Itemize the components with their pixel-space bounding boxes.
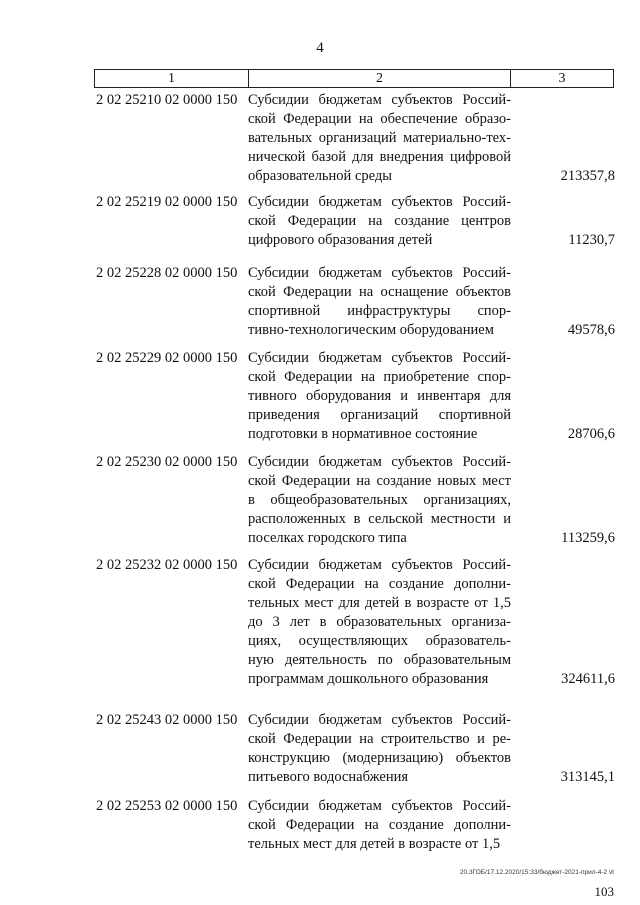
column-header-3: 3 <box>558 71 566 86</box>
description-line: тельных мест для детей в возрасте от 1,5 <box>248 836 501 852</box>
budget-code: 2 02 25228 02 0000 150 <box>96 265 238 281</box>
description-line: цифрового образования детей <box>248 232 433 248</box>
description-line: приведения организаций спортивной <box>248 407 511 423</box>
description-line: программам дошкольного образования <box>248 671 489 687</box>
description-line: Субсидии бюджетам субъектов Россий- <box>248 265 511 281</box>
description-line: Субсидии бюджетам субъектов Россий- <box>248 712 511 728</box>
description-line: Субсидии бюджетам субъектов Россий- <box>248 194 511 210</box>
budget-code: 2 02 25229 02 0000 150 <box>96 350 238 366</box>
budget-description <box>248 453 511 548</box>
budget-description <box>248 556 511 689</box>
description-line: образовательной среды <box>248 168 392 184</box>
budget-description <box>248 711 511 787</box>
description-line: конструкцию (модернизацию) объектов <box>248 750 511 766</box>
budget-description <box>248 264 511 340</box>
description-line: Субсидии бюджетам субъектов Россий- <box>248 557 511 573</box>
budget-code: 2 02 25230 02 0000 150 <box>96 454 238 470</box>
description-line: ской Федерации на обеспечение образо- <box>248 111 511 127</box>
budget-description <box>248 797 511 854</box>
document-reference: 20.3ГОБ/17.12.2020/15:33/бюджет-2021-прил-4-2 vt <box>459 869 614 876</box>
description-line: Субсидии бюджетам субъектов Россий- <box>248 454 511 470</box>
description-line: Субсидии бюджетам субъектов Россий- <box>248 350 511 366</box>
budget-amount: 28706,6 <box>567 426 615 442</box>
page-number: 4 <box>316 40 324 56</box>
description-line: в общеобразовательных организациях, <box>248 492 511 508</box>
description-line: до 3 лет в образовательных организа- <box>248 614 511 630</box>
budget-code: 2 02 25210 02 0000 150 <box>96 92 238 108</box>
description-line: ской Федерации на оснащение объектов <box>248 284 511 300</box>
column-header-2: 2 <box>249 70 511 87</box>
budget-code: 2 02 25219 02 0000 150 <box>96 194 238 210</box>
column-header-1: 1 <box>95 70 249 87</box>
budget-description <box>248 193 511 250</box>
description-line: подготовки в нормативное состояние <box>248 426 478 442</box>
description-line: расположенных в сельской местности и <box>248 511 511 527</box>
budget-description <box>248 349 511 444</box>
budget-code: 2 02 25243 02 0000 150 <box>96 712 238 728</box>
sheet-number: 103 <box>594 884 614 899</box>
description-line: Субсидии бюджетам субъектов Россий- <box>248 798 511 814</box>
description-line: ской Федерации на создание новых мест <box>248 473 511 489</box>
budget-code: 2 02 25232 02 0000 150 <box>96 557 238 573</box>
description-line: ской Федерации на приобретение спор- <box>248 369 511 385</box>
budget-description <box>248 91 511 186</box>
description-line: тивно-технологическим оборудованием <box>248 322 494 338</box>
description-line: циях, осуществляющих образователь- <box>248 633 511 649</box>
budget-code: 2 02 25253 02 0000 150 <box>96 798 238 814</box>
description-line: Субсидии бюджетам субъектов Россий- <box>248 92 511 108</box>
description-line: тивного оборудования и инвентаря для <box>248 388 511 404</box>
budget-amount: 49578,6 <box>567 322 615 338</box>
description-line: питьевого водоснабжения <box>248 769 409 785</box>
description-line: спортивной инфраструктуры спор- <box>248 303 511 319</box>
description-line: поселках городского типа <box>248 530 407 546</box>
budget-amount: 11230,7 <box>568 232 615 248</box>
description-line: ской Федерации на создание центров <box>248 213 511 229</box>
description-line: ской Федерации на строительство и ре- <box>248 731 511 747</box>
description-line: тельных мест для детей в возрасте от 1,5 <box>248 595 511 611</box>
description-line: ской Федерации на создание дополни- <box>248 576 511 592</box>
budget-amount: 213357,8 <box>560 168 615 184</box>
description-line: ской Федерации на создание дополни- <box>248 817 511 833</box>
description-line: нической базой для внедрения цифровой <box>248 149 511 165</box>
budget-amount: 113259,6 <box>561 530 615 546</box>
description-line: ную деятельность по образовательным <box>248 652 511 668</box>
budget-amount: 313145,1 <box>560 769 615 785</box>
budget-amount: 324611,6 <box>561 671 615 687</box>
description-line: вательных организаций материально-тех- <box>248 130 511 146</box>
